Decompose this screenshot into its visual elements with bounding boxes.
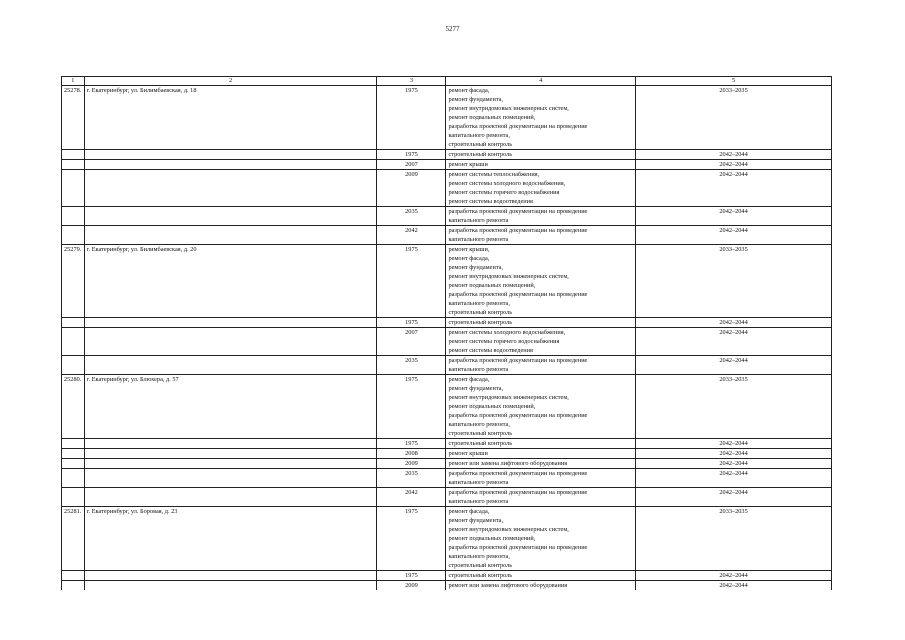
period-cell: 2042–2044: [636, 318, 832, 328]
row-number-cell: [62, 226, 85, 245]
year-cell: 1975: [377, 150, 446, 160]
row-number-cell: [62, 207, 85, 226]
table-row: [62, 170, 832, 207]
row-number-cell: 25281.: [62, 507, 85, 571]
table-row: [62, 150, 832, 160]
works-cell: строительный контроль: [446, 571, 636, 581]
address-cell: г. Екатеринбург, ул. Блюхера, д. 57: [84, 375, 377, 439]
period-cell: 2042–2044: [636, 459, 832, 469]
row-number-cell: 25280.: [62, 375, 85, 439]
table-row: [62, 571, 832, 581]
year-cell: 1975: [377, 439, 446, 449]
column-header: 1: [62, 77, 85, 86]
column-header: 2: [84, 77, 377, 86]
table-row: [62, 488, 832, 507]
address-cell: г. Екатеринбург, ул. Билимбаевская, д. 18: [84, 86, 377, 150]
period-cell: 2042–2044: [636, 150, 832, 160]
table-row: [62, 581, 832, 591]
works-cell: ремонт фасада, ремонт фундамента, ремонт внутридомовых инженерных систем, ремонт подвальных помещений, разработка проектной документации на проведение капитального ремонта, строительный контроль: [446, 86, 636, 150]
period-cell: 2042–2044: [636, 328, 832, 356]
works-cell: строительный контроль: [446, 150, 636, 160]
table-row: [62, 507, 832, 571]
address-cell: [84, 170, 377, 207]
year-cell: 2035: [377, 207, 446, 226]
period-cell: 2042–2044: [636, 469, 832, 488]
year-cell: 2007: [377, 328, 446, 356]
page-number: 5277: [445, 25, 460, 33]
year-cell: 2009: [377, 581, 446, 591]
works-cell: ремонт крыши, ремонт фасада, ремонт фундамента, ремонт внутридомовых инженерных систем, ремонт подвальных помещений, разработка проектной документации на проведение капитального ремонта, строительный контроль: [446, 245, 636, 318]
column-header: 5: [636, 77, 832, 86]
year-cell: 1975: [377, 507, 446, 571]
address-cell: [84, 459, 377, 469]
works-cell: строительный контроль: [446, 439, 636, 449]
column-numbers-row: [62, 77, 832, 86]
works-cell: ремонт крыши: [446, 449, 636, 459]
works-cell: ремонт фасада, ремонт фундамента, ремонт внутридомовых инженерных систем, ремонт подвальных помещений, разработка проектной документации на проведение капитального ремонта, строительный контроль: [446, 375, 636, 439]
table-row: [62, 469, 832, 488]
year-cell: 1975: [377, 245, 446, 318]
year-cell: 2008: [377, 449, 446, 459]
year-cell: 2007: [377, 160, 446, 170]
year-cell: 1975: [377, 86, 446, 150]
period-cell: 2033–2035: [636, 375, 832, 439]
works-cell: разработка проектной документации на проведение капитального ремонта: [446, 356, 636, 375]
year-cell: 2009: [377, 170, 446, 207]
period-cell: 2042–2044: [636, 160, 832, 170]
works-cell: ремонт или замена лифтового оборудования: [446, 581, 636, 591]
row-number-cell: [62, 150, 85, 160]
works-cell: разработка проектной документации на проведение капитального ремонта: [446, 488, 636, 507]
period-cell: 2042–2044: [636, 449, 832, 459]
works-cell: ремонт системы теплоснабжения, ремонт системы холодного водоснабжения, ремонт системы горячего водоснабжения ремонт системы водоотведения: [446, 170, 636, 207]
row-number-cell: [62, 356, 85, 375]
address-cell: [84, 581, 377, 591]
row-number-cell: [62, 439, 85, 449]
period-cell: 2042–2044: [636, 170, 832, 207]
table-row: [62, 328, 832, 356]
year-cell: 2042: [377, 226, 446, 245]
period-cell: 2042–2044: [636, 226, 832, 245]
row-number-cell: 25278.: [62, 86, 85, 150]
period-cell: 2042–2044: [636, 356, 832, 375]
row-number-cell: [62, 488, 85, 507]
address-cell: [84, 150, 377, 160]
address-cell: г. Екатеринбург, ул. Билимбаевская, д. 20: [84, 245, 377, 318]
table-row: [62, 439, 832, 449]
period-cell: 2033–2035: [636, 86, 832, 150]
works-cell: разработка проектной документации на проведение капитального ремонта: [446, 226, 636, 245]
period-cell: 2042–2044: [636, 488, 832, 507]
works-cell: разработка проектной документации на проведение капитального ремонта: [446, 207, 636, 226]
works-cell: ремонт или замена лифтового оборудования: [446, 459, 636, 469]
period-cell: 2042–2044: [636, 439, 832, 449]
address-cell: [84, 571, 377, 581]
works-cell: ремонт крыши: [446, 160, 636, 170]
table-row: [62, 245, 832, 318]
table-row: [62, 207, 832, 226]
address-cell: [84, 318, 377, 328]
row-number-cell: [62, 459, 85, 469]
year-cell: 1975: [377, 318, 446, 328]
year-cell: 2042: [377, 488, 446, 507]
table-row: [62, 86, 832, 150]
address-cell: [84, 469, 377, 488]
works-cell: ремонт фасада, ремонт фундамента, ремонт внутридомовых инженерных систем, ремонт подвальных помещений, разработка проектной документации на проведение капитального ремонта, строительный контроль: [446, 507, 636, 571]
period-cell: 2033–2035: [636, 507, 832, 571]
table-row: [62, 459, 832, 469]
address-cell: г. Екатеринбург, ул. Боровая, д. 23: [84, 507, 377, 571]
year-cell: 1975: [377, 571, 446, 581]
row-number-cell: [62, 170, 85, 207]
works-cell: ремонт системы холодного водоснабжения, ремонт системы горячего водоснабжения ремонт системы водоотведения: [446, 328, 636, 356]
period-cell: 2042–2044: [636, 571, 832, 581]
table-row: [62, 356, 832, 375]
row-number-cell: [62, 318, 85, 328]
column-header: 3: [377, 77, 446, 86]
address-cell: [84, 439, 377, 449]
row-number-cell: [62, 160, 85, 170]
column-header: 4: [446, 77, 636, 86]
year-cell: 2035: [377, 356, 446, 375]
period-cell: 2042–2044: [636, 207, 832, 226]
works-cell: строительный контроль: [446, 318, 636, 328]
table-row: [62, 160, 832, 170]
row-number-cell: [62, 449, 85, 459]
row-number-cell: 25279.: [62, 245, 85, 318]
address-cell: [84, 207, 377, 226]
address-cell: [84, 226, 377, 245]
year-cell: 2009: [377, 459, 446, 469]
row-number-cell: [62, 571, 85, 581]
address-cell: [84, 356, 377, 375]
year-cell: 1975: [377, 375, 446, 439]
table-body: [62, 86, 832, 591]
address-cell: [84, 488, 377, 507]
row-number-cell: [62, 581, 85, 591]
works-cell: разработка проектной документации на проведение капитального ремонта: [446, 469, 636, 488]
period-cell: 2033–2035: [636, 245, 832, 318]
address-cell: [84, 449, 377, 459]
address-cell: [84, 328, 377, 356]
repair-schedule-table: [61, 76, 832, 590]
table-row: [62, 375, 832, 439]
row-number-cell: [62, 328, 85, 356]
year-cell: 2035: [377, 469, 446, 488]
address-cell: [84, 160, 377, 170]
table-row: [62, 449, 832, 459]
row-number-cell: [62, 469, 85, 488]
table-row: [62, 318, 832, 328]
table-row: [62, 226, 832, 245]
period-cell: 2042–2044: [636, 581, 832, 591]
